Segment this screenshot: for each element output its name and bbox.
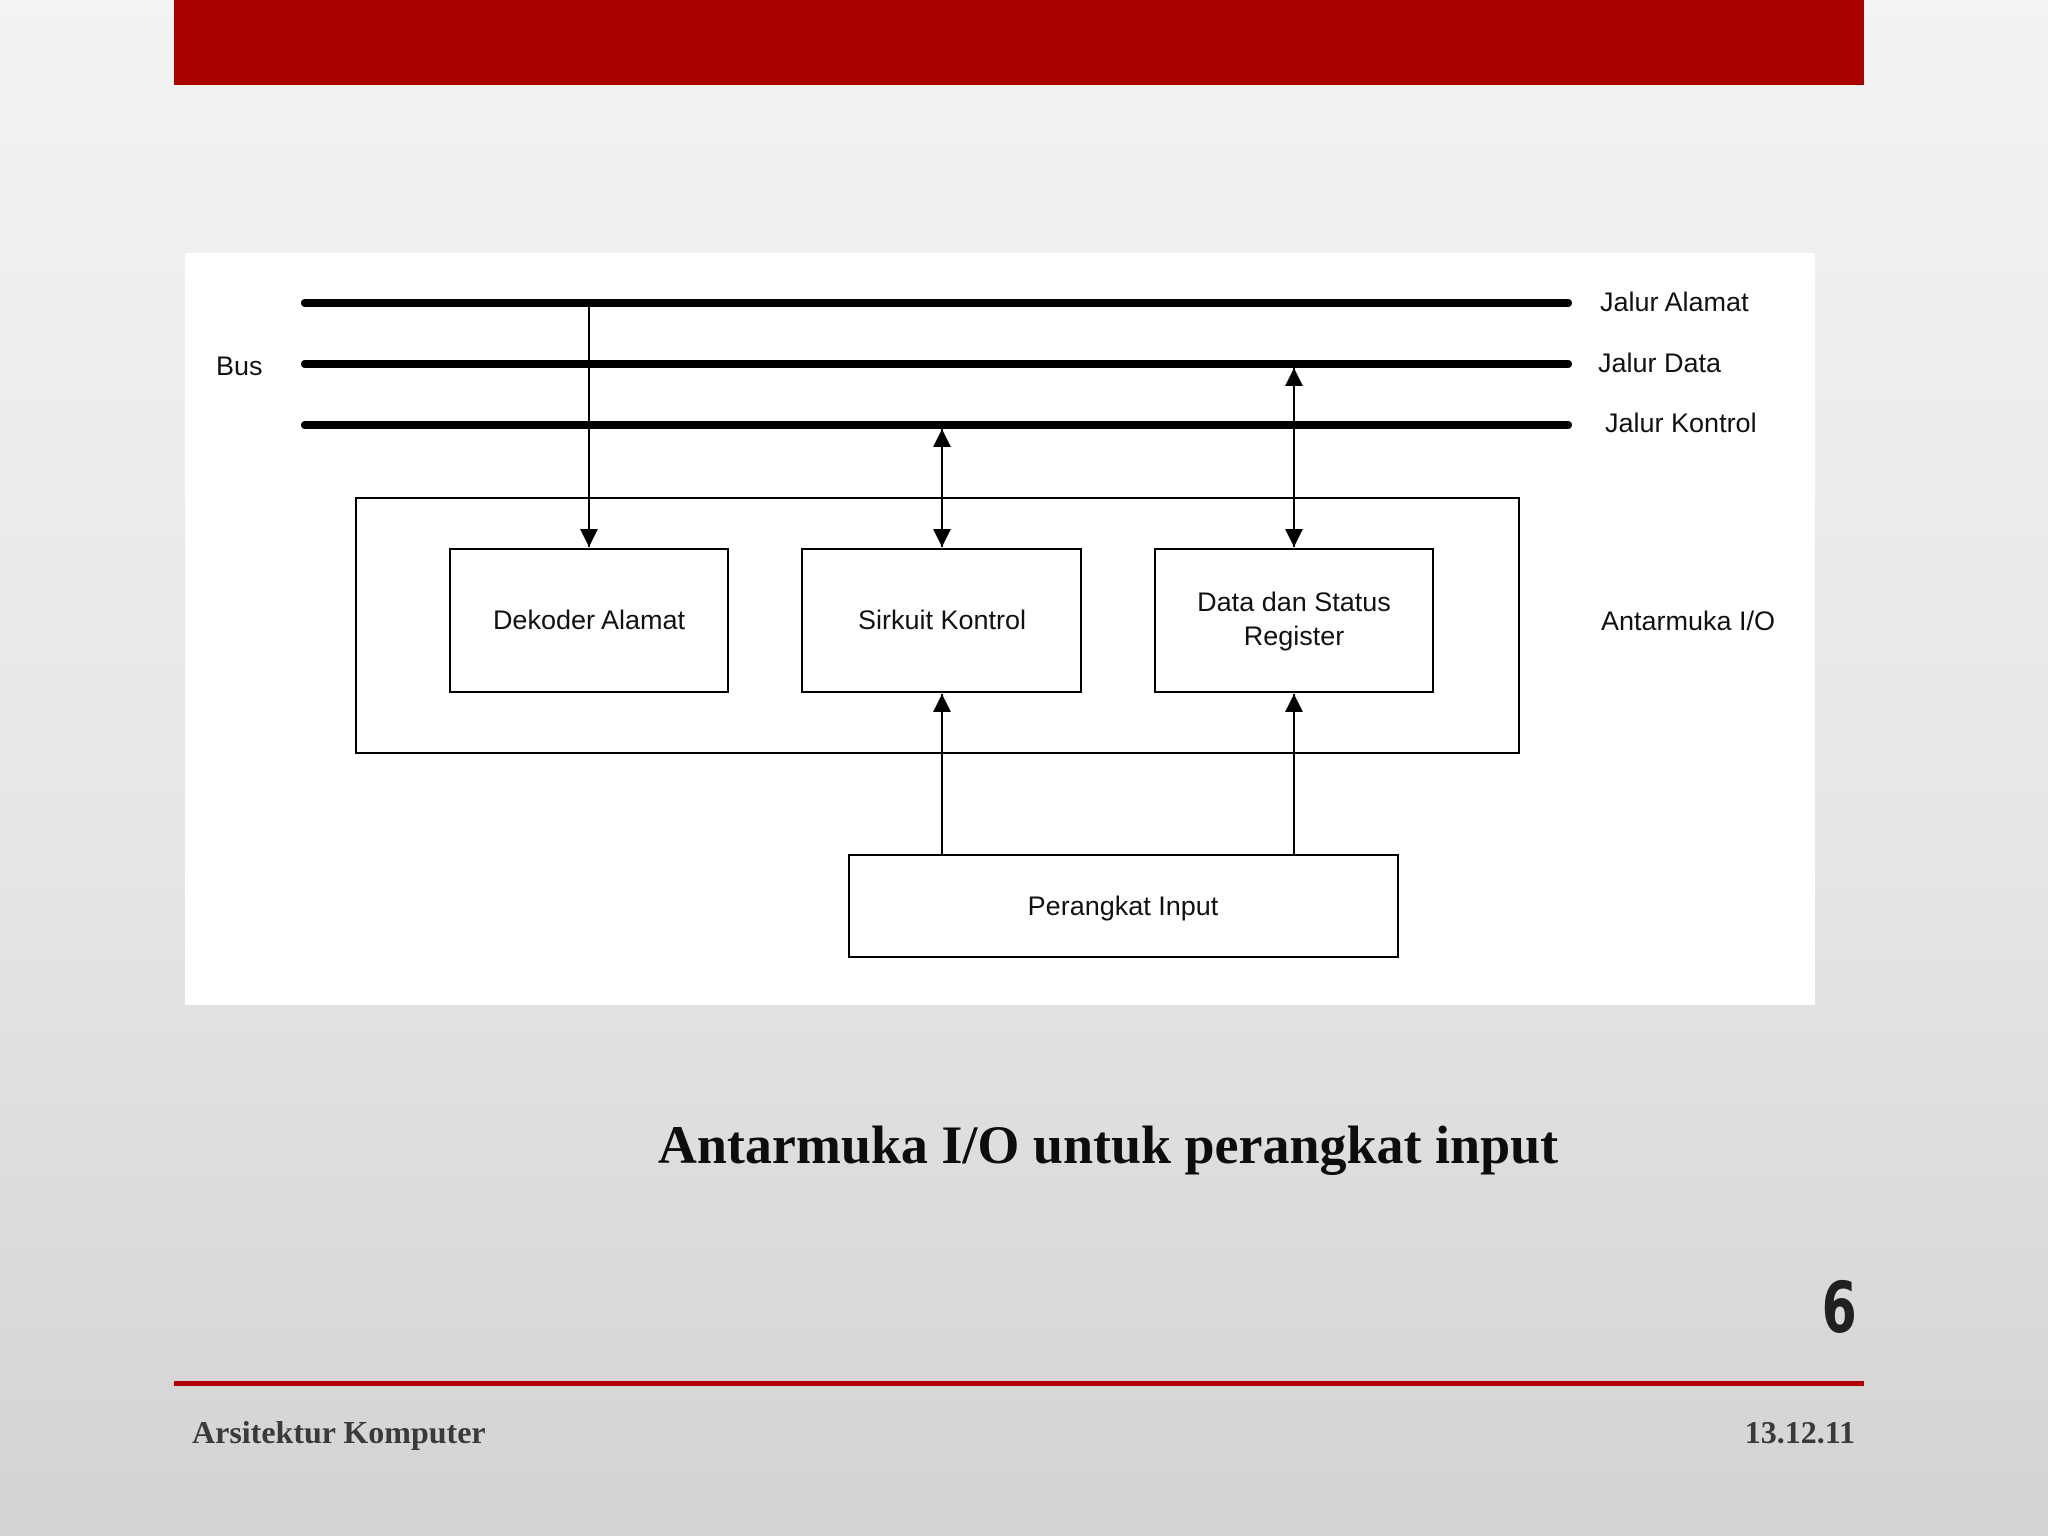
input-device-label: Perangkat Input <box>1027 891 1219 921</box>
address-line-label: Jalur Alamat <box>1600 287 1749 317</box>
diagram-panel <box>185 253 1815 1005</box>
footer-date: 13.12.11 <box>1744 1414 1855 1450</box>
interface-label: Antarmuka I/O <box>1601 606 1776 636</box>
address-decoder-label: Dekoder Alamat <box>492 605 686 635</box>
top-accent-bar <box>174 0 1864 85</box>
data-line-label: Jalur Data <box>1598 348 1722 378</box>
register-label-line-2: Register <box>1243 621 1345 651</box>
io-interface-diagram <box>185 253 1815 1005</box>
bottom-rule <box>174 1381 1864 1386</box>
slide-caption: Antarmuka I/O untuk perangkat input <box>657 1115 1559 1175</box>
register-label-line-1: Data dan Status <box>1197 587 1391 617</box>
control-line-label: Jalur Kontrol <box>1605 408 1757 438</box>
footer-course-title: Arsitektur Komputer <box>192 1414 486 1450</box>
control-circuit-label: Sirkuit Kontrol <box>857 605 1027 635</box>
page-number: 6 <box>1821 1267 1857 1349</box>
bus-label: Bus <box>216 351 263 381</box>
